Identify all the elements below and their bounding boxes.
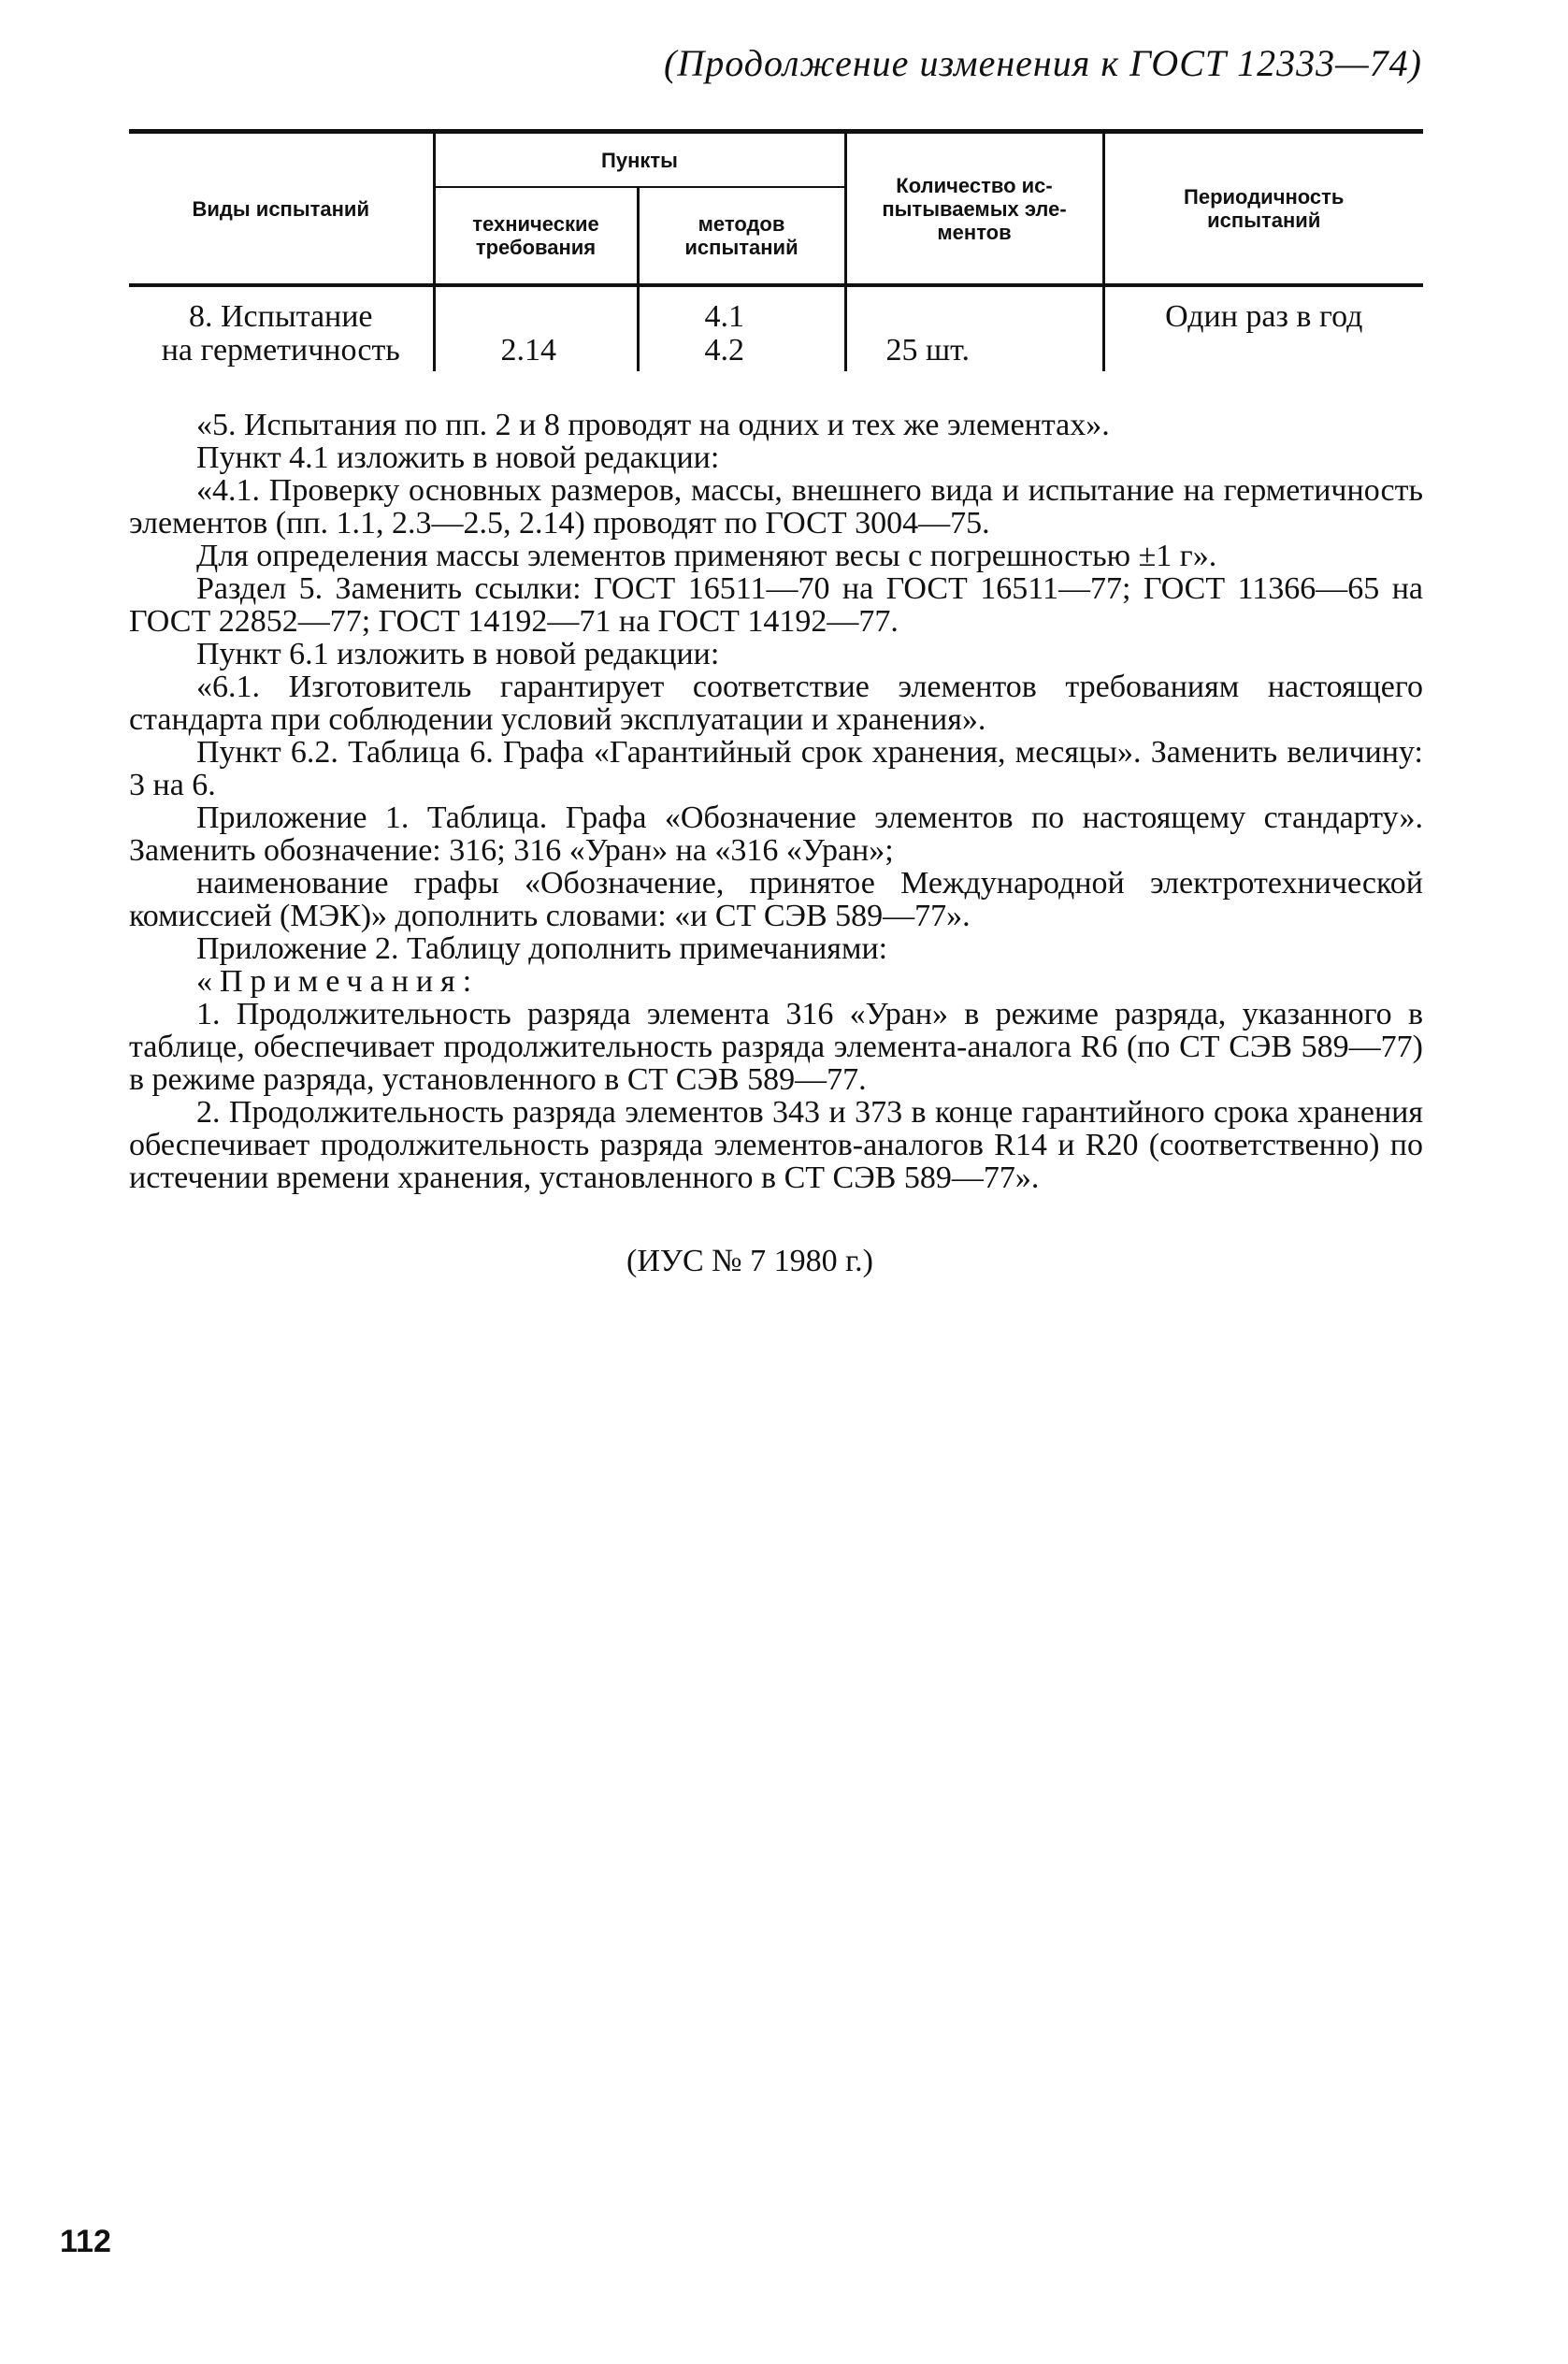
row-test-name: 8. Испытание на герметичность xyxy=(161,299,400,368)
paragraph: «4.1. Проверку основных размеров, массы, внешнего вида и испытание на герметичность элементов (пп. 1.1, 2.3—2.5, 2.14) проводят по ГОСТ 3004—75. xyxy=(129,473,1423,541)
paragraph: «5. Испытания по пп. 2 и 8 проводят на одних и тех же элементах». xyxy=(196,408,1110,442)
paragraph: «6.1. Изготовитель гарантирует соответствие элементов требованиям настоящего стандарта при соблюдении условий эксплуатации и хранения». xyxy=(129,670,1423,737)
paragraph: Приложение 2. Таблицу дополнить примечаниями: xyxy=(196,931,888,966)
note-1: 1. Продолжительность разряда элемента 316 «Уран» в режиме разряда, указанного в таблице, обеспечивает продолжительность разряда элемента-аналога R6 (по СТ СЭВ 589—77) в режиме разряда, установленного в СТ СЭВ 589—77. xyxy=(129,997,1423,1097)
paragraph: наименование графы «Обозначение, принятое Международной электротехнической комиссией (МЭК)» дополнить словами: «и СТ СЭВ 589—77». xyxy=(129,866,1423,933)
header-clauses: Пункты xyxy=(434,134,845,187)
test-table xyxy=(129,129,1423,371)
row-tech-requirements: 2.14 xyxy=(434,287,638,371)
amendment-text xyxy=(129,409,1423,1194)
source-reference: (ИУС № 7 1980 г.) xyxy=(626,1244,873,1278)
notes-heading: «Примечания: xyxy=(196,964,480,999)
paragraph: Пункт 6.1 изложить в новой редакции: xyxy=(196,637,720,671)
header-tech-requirements: технические требования xyxy=(434,187,638,283)
header-test-methods: методов испытаний xyxy=(638,187,845,283)
running-header: (Продолжение изменения к ГОСТ 12333—74) xyxy=(664,42,1422,84)
page-number: 112 xyxy=(60,2224,111,2259)
paragraph: Пункт 6.2. Таблица 6. Графа «Гарантийный срок хранения, месяцы». Заменить величину: 3 на 6. xyxy=(129,735,1423,802)
row-quantity: 25 шт. xyxy=(845,287,1103,371)
row-periodicity: Один раз в год xyxy=(1103,287,1423,371)
note-2: 2. Продолжительность разряда элементов 343 и 373 в конце гарантийного срока хранения обеспечивает продолжительность разряда элементов-аналогов R14 и R20 (соответственно) по истечении времени хранения, установленного в СТ СЭВ 589—77». xyxy=(129,1095,1423,1195)
paragraph: Для определения массы элементов применяют весы с погрешностью ±1 г». xyxy=(196,539,1217,573)
paragraph: Пункт 4.1 изложить в новой редакции: xyxy=(196,440,720,475)
header-quantity: Количество ис- пытываемых эле- ментов xyxy=(845,134,1103,283)
paragraph: Раздел 5. Заменить ссылки: ГОСТ 16511—70 на ГОСТ 16511—77; ГОСТ 11366—65 на ГОСТ 22852—77; ГОСТ 14192—71 на ГОСТ 14192—77. xyxy=(129,571,1423,639)
header-test-types: Виды испытаний xyxy=(192,196,369,221)
paragraph: Приложение 1. Таблица. Графа «Обозначение элементов по настоящему стандарту». Заменить обозначение: 316; 316 «Уран» на «316 «Уран»; xyxy=(129,800,1423,868)
header-periodicity: Периодичность испытаний xyxy=(1103,134,1423,283)
row-test-methods: 4.1 4.2 xyxy=(638,287,845,371)
